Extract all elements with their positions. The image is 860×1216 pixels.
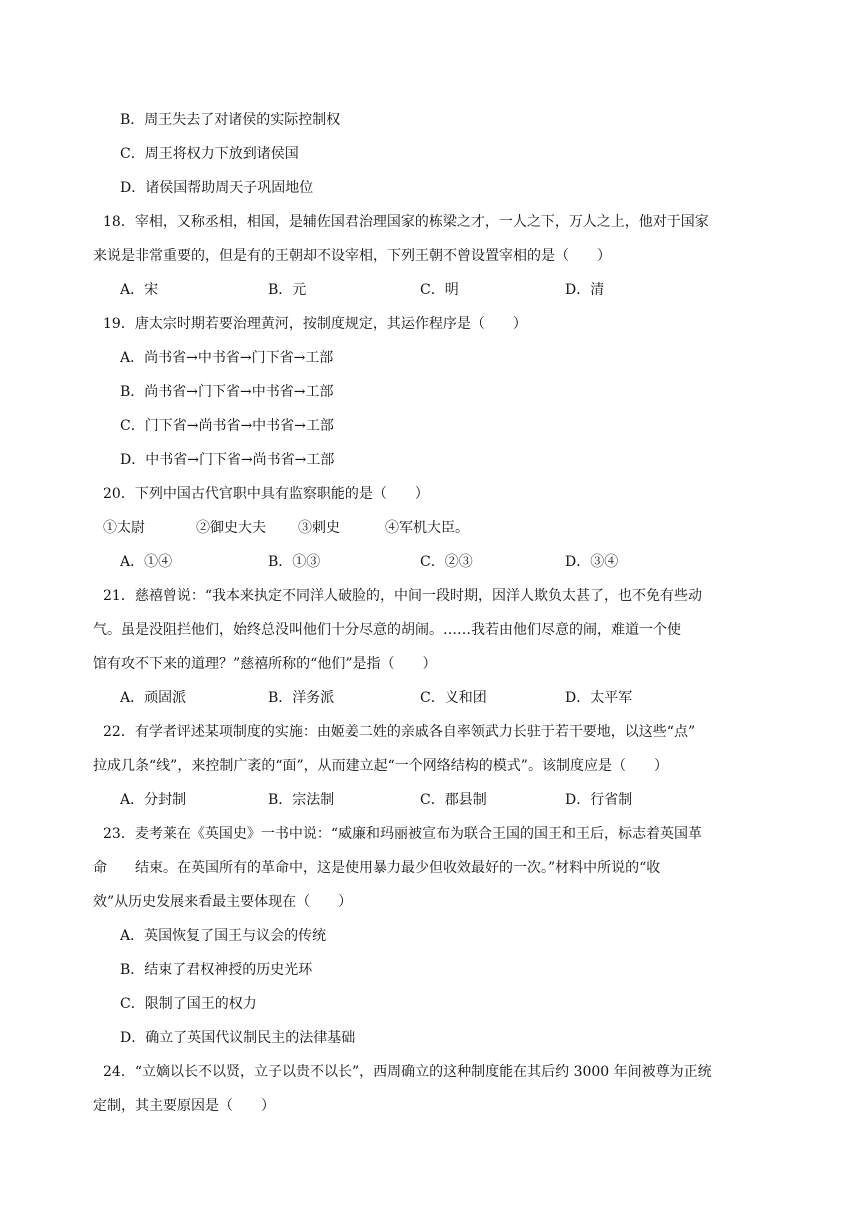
- q23-option-b: B．结束了君权神授的历史光环: [120, 962, 313, 978]
- q17-option-b: B．周王失去了对诸侯的实际控制权: [120, 112, 341, 128]
- q19-stem: 19．唐太宗时期若要治理黄河，按制度规定，其运作程序是（ ）: [103, 316, 527, 332]
- q20-item-4: ④军机大臣。: [385, 520, 469, 536]
- q19-option-a: A．尚书省→中书省→门下省→工部: [120, 350, 334, 366]
- q20-item-3: ③刺史: [298, 520, 340, 536]
- q19-option-c: C．门下省→尚书省→中书省→工部: [120, 418, 334, 434]
- q17-option-c: C．周王将权力下放到诸侯国: [120, 146, 299, 162]
- q20-item-2: ②御史大夫: [196, 520, 266, 536]
- q24-stem-line-1: 24．“立嫡以长不以贤，立子以贵不以长”，西周确立的这种制度能在其后约 3000 年间被尊为正统: [103, 1064, 712, 1080]
- q20-option-d: D．③④: [565, 554, 619, 570]
- q21-option-a: A．顽固派: [120, 690, 187, 706]
- q21-option-d: D．太平军: [565, 690, 633, 706]
- q23-stem-line-3: 效”从历史发展来看最主要体现在（ ）: [93, 894, 353, 910]
- q21-stem-line-1: 21．慈禧曾说：“我本来执定不同洋人破脸的，中间一段时期，因洋人欺负太甚了，也不免有些动: [103, 588, 702, 604]
- q22-option-b: B．宗法制: [268, 792, 335, 808]
- q18-option-c: C．明: [420, 282, 459, 298]
- q20-stem: 20．下列中国古代官职中具有监察职能的是（ ）: [103, 486, 429, 502]
- q17-option-d: D．诸侯国帮助周天子巩固地位: [120, 180, 314, 196]
- q19-option-b: B．尚书省→门下省→中书省→工部: [120, 384, 334, 400]
- q22-stem-line-2: 拉成几条“线”，来控制广袤的“面”，从而建立起“一个网络结构的模式”。该制度应是（ ）: [93, 758, 668, 774]
- q18-option-a: A．宋: [120, 282, 159, 298]
- q23-option-d: D．确立了英国代议制民主的法律基础: [120, 1030, 356, 1046]
- q19-option-d: D．中书省→门下省→尚书省→工部: [120, 452, 335, 468]
- q21-option-b: B．洋务派: [268, 690, 335, 706]
- q20-option-b: B．①③: [268, 554, 321, 570]
- q20-option-c: C．②③: [420, 554, 473, 570]
- q22-stem-line-1: 22．有学者评述某项制度的实施：由姬姜二姓的亲戚各自率领武力长驻于若干要地，以这些“点”: [103, 724, 696, 740]
- q23-stem-line-2: 命 结束。在英国所有的革命中，这是使用暴力最少但收效最好的一次。”材料中所说的“收: [93, 860, 661, 876]
- q22-option-d: D．行省制: [565, 792, 633, 808]
- q18-stem-line-1: 18．宰相，又称丞相，相国，是辅佐国君治理国家的栋梁之才，一人之下，万人之上，他对于国家: [103, 214, 709, 230]
- q22-option-a: A．分封制: [120, 792, 187, 808]
- q23-option-c: C．限制了国王的权力: [120, 996, 257, 1012]
- q18-option-d: D．清: [565, 282, 605, 298]
- q23-option-a: A．英国恢复了国王与议会的传统: [120, 928, 327, 944]
- q21-option-c: C．义和团: [420, 690, 487, 706]
- q22-option-c: C．郡县制: [420, 792, 487, 808]
- q21-stem-line-2: 气。虽是没阻拦他们，始终总没叫他们十分尽意的胡闹。……我若由他们尽意的闹，难道一个使: [93, 622, 681, 638]
- q21-stem-line-3: 馆有攻不下来的道理？”慈禧所称的“他们”是指（ ）: [93, 656, 437, 672]
- q20-item-1: ①太尉: [103, 520, 145, 536]
- q18-option-b: B．元: [268, 282, 307, 298]
- q24-stem-line-2: 定制，其主要原因是（ ）: [93, 1098, 275, 1114]
- q23-stem-line-1: 23．麦考莱在《英国史》一书中说：“威廉和玛丽被宣布为联合王国的国王和王后，标志着英国革: [103, 826, 702, 842]
- q20-option-a: A．①④: [120, 554, 173, 570]
- q18-stem-line-2: 来说是非常重要的，但是有的王朝却不设宰相，下列王朝不曾设置宰相的是（ ）: [93, 248, 611, 264]
